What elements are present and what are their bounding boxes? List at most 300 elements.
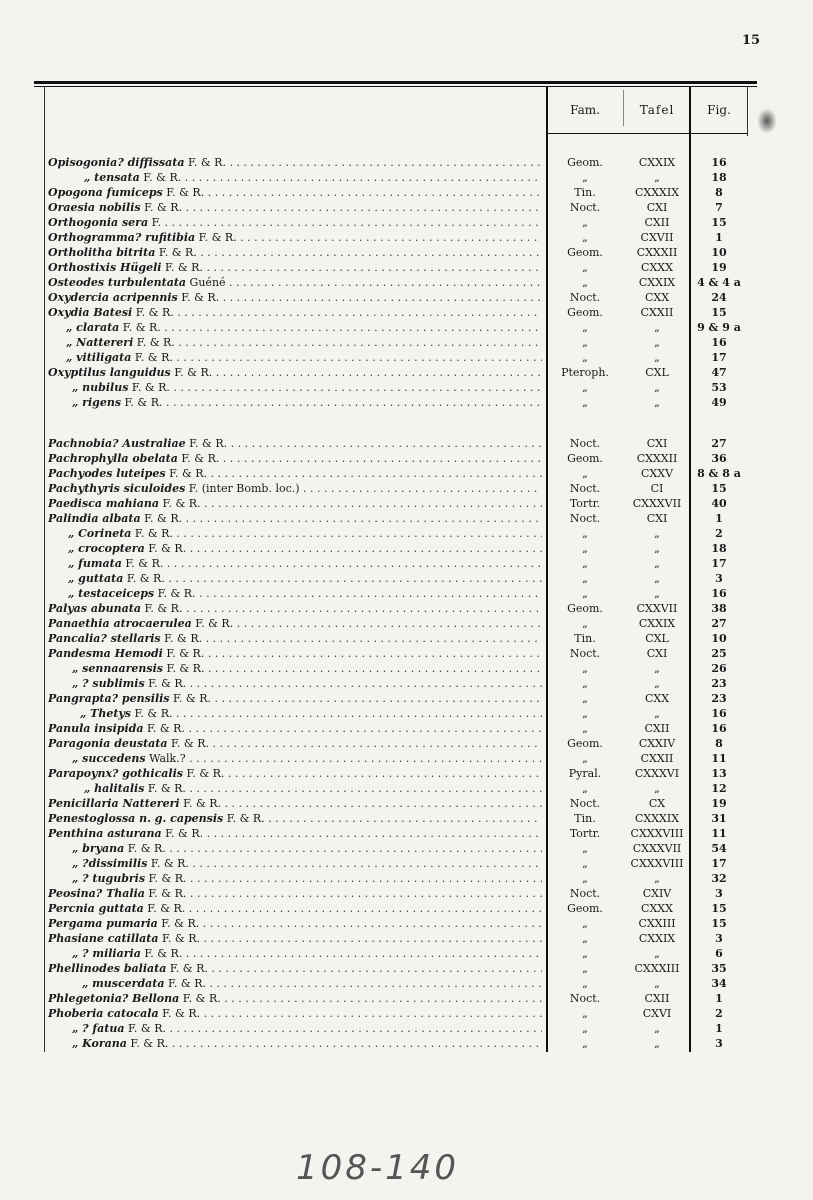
cell-fam: „ xyxy=(582,722,588,735)
author: F. & R. xyxy=(160,632,203,645)
cell-fam: „ xyxy=(582,617,588,630)
table-row xyxy=(44,260,748,275)
author: F. & R. xyxy=(155,246,197,259)
species: deustata xyxy=(110,737,168,750)
table-row xyxy=(44,556,748,571)
species: catillata xyxy=(103,932,159,945)
author: F. & R. xyxy=(131,351,173,364)
genus: Palindia xyxy=(48,512,99,525)
table-row xyxy=(44,706,748,721)
cell-fam: Geom. xyxy=(567,737,603,750)
cell-fam: „ xyxy=(582,321,588,334)
genus: Opisogonia? xyxy=(48,156,124,169)
species: ? fatua xyxy=(78,1022,125,1035)
cell-fig: 16 xyxy=(711,336,727,349)
author: F. & R. xyxy=(139,171,182,184)
genus: „ xyxy=(72,752,79,765)
cell-fam: „ xyxy=(582,572,588,585)
cell-fig: 18 xyxy=(711,542,727,555)
author: F. & R. xyxy=(131,707,173,720)
cell-tafel: „ xyxy=(654,1037,660,1050)
cell-fig: 49 xyxy=(711,396,727,409)
cell-fam: „ xyxy=(582,917,588,930)
cell-tafel: CXXVII xyxy=(636,602,678,615)
handwritten-note: 108-140 xyxy=(296,1148,460,1188)
cell-tafel: CXI xyxy=(646,512,668,525)
cell-fam: Tin. xyxy=(574,632,596,645)
cell-fam: „ xyxy=(582,381,588,394)
species-name xyxy=(48,916,542,931)
genus: „ xyxy=(72,842,79,855)
genus: Phasiane xyxy=(48,932,104,945)
table-row xyxy=(44,1021,748,1036)
species-name xyxy=(48,365,542,380)
species-name xyxy=(72,871,542,886)
cell-tafel: CXXII xyxy=(640,752,674,765)
genus: Pangrapta? xyxy=(48,692,119,705)
table-row xyxy=(44,245,748,260)
species-name xyxy=(72,1021,542,1036)
table-row xyxy=(44,661,748,676)
cell-tafel: „ xyxy=(654,572,660,585)
species: clarata xyxy=(72,321,120,334)
cell-fam: Noct. xyxy=(569,797,601,810)
table-row xyxy=(44,395,748,410)
cell-fig: 25 xyxy=(711,647,727,660)
cell-tafel: CXX xyxy=(644,692,670,705)
cell-fig: 15 xyxy=(711,482,727,495)
species: albata xyxy=(98,512,141,525)
cell-fig: 32 xyxy=(711,872,727,885)
genus: Percnia xyxy=(48,902,95,915)
author: F. & R. xyxy=(164,977,206,990)
cell-fam: „ xyxy=(582,707,588,720)
species: tensata xyxy=(90,171,140,184)
species: obelata xyxy=(128,452,178,465)
cell-fig: 9 & 9 a xyxy=(697,321,741,334)
author: F. & R. xyxy=(161,261,203,274)
cell-fam: „ xyxy=(582,1037,588,1050)
species: mahiana xyxy=(102,497,160,510)
cell-tafel: CXIV xyxy=(642,887,672,900)
genus: „ xyxy=(68,527,75,540)
cell-tafel: CXVII xyxy=(640,231,674,244)
species-name xyxy=(66,320,542,335)
author: F. & R. xyxy=(154,587,196,600)
species-name xyxy=(48,931,542,946)
species-name xyxy=(48,245,542,260)
smudge xyxy=(757,108,777,134)
table-row xyxy=(44,796,748,811)
cell-fam: „ xyxy=(582,947,588,960)
cell-fig: 17 xyxy=(711,351,727,364)
species: succedens xyxy=(78,752,146,765)
table-row xyxy=(44,526,748,541)
author: F. & R. xyxy=(166,962,208,975)
cell-tafel: „ xyxy=(654,872,660,885)
cell-fig: 16 xyxy=(711,707,727,720)
author: F. & R. xyxy=(177,291,220,304)
species-name xyxy=(48,511,542,526)
table-row xyxy=(44,751,748,766)
species-name xyxy=(48,961,542,976)
cell-fam: „ xyxy=(582,932,588,945)
author: Walk.? xyxy=(145,752,186,765)
cell-tafel: „ xyxy=(654,977,660,990)
author: F. & R. xyxy=(195,231,237,244)
species-name xyxy=(48,1006,542,1021)
cell-tafel: CXL xyxy=(645,632,669,645)
author: F. & R. xyxy=(191,617,234,630)
species-name xyxy=(48,766,542,781)
table-row xyxy=(44,380,748,395)
author: F. & R. xyxy=(162,662,205,675)
species: ?dissimilis xyxy=(78,857,148,870)
species-name xyxy=(48,616,542,631)
table-row xyxy=(44,335,748,350)
genus: „ xyxy=(68,587,75,600)
table-row xyxy=(44,541,748,556)
species-name xyxy=(48,796,542,811)
author: F. & R. xyxy=(121,557,164,570)
species: asturana xyxy=(103,827,162,840)
author: F. & R. xyxy=(179,797,222,810)
cell-fig: 11 xyxy=(711,752,727,765)
cell-tafel: CI xyxy=(650,482,664,495)
species: vitiligata xyxy=(72,351,132,364)
author: F. & R. xyxy=(170,366,213,379)
cell-fam: „ xyxy=(582,692,588,705)
species: bitrita xyxy=(112,246,156,259)
author: F. & R. xyxy=(124,842,166,855)
author: F. & R. xyxy=(158,1007,201,1020)
table-row xyxy=(44,841,748,856)
author: F. xyxy=(148,216,161,229)
cell-tafel: CXL xyxy=(645,366,669,379)
author: F. & R. xyxy=(119,321,161,334)
species-name xyxy=(84,781,542,796)
species: testaceiceps xyxy=(74,587,155,600)
cell-fam: „ xyxy=(582,171,588,184)
table-row xyxy=(44,871,748,886)
cell-fig: 8 xyxy=(715,186,723,199)
genus: „ xyxy=(72,947,79,960)
author: F. & R. xyxy=(144,887,187,900)
table-row xyxy=(44,350,748,365)
table-row xyxy=(44,931,748,946)
table-row xyxy=(44,571,748,586)
species-name xyxy=(72,1036,542,1051)
table-row xyxy=(44,436,748,451)
genus: „ xyxy=(68,572,75,585)
author: F. & R. xyxy=(144,782,186,795)
species: bryana xyxy=(78,842,125,855)
cell-fam: „ xyxy=(582,527,588,540)
species-name xyxy=(84,170,542,185)
species-name xyxy=(48,155,542,170)
cell-tafel: CXXIX xyxy=(638,617,676,630)
genus: Orthogramma? xyxy=(48,231,142,244)
cell-fam: „ xyxy=(582,351,588,364)
species-name xyxy=(72,856,542,871)
cell-tafel: CXXXVIII xyxy=(630,857,684,870)
cell-fig: 26 xyxy=(711,662,727,675)
author: F. & R. xyxy=(145,872,187,885)
cell-fig: 3 xyxy=(715,1037,723,1050)
cell-tafel: „ xyxy=(654,396,660,409)
genus: „ xyxy=(72,872,79,885)
cell-tafel: „ xyxy=(654,557,660,570)
species: diffissata xyxy=(123,156,185,169)
genus: Penestoglossa xyxy=(48,812,136,825)
cell-tafel: CXXIX xyxy=(638,932,676,945)
cell-fig: 6 xyxy=(715,947,723,960)
cell-fig: 23 xyxy=(711,692,727,705)
species: sera xyxy=(118,216,149,229)
cell-fam: Noct. xyxy=(569,647,601,660)
cell-fig: 27 xyxy=(711,617,727,630)
cell-fam: Noct. xyxy=(569,512,601,525)
author: F. & R. xyxy=(167,737,209,750)
cell-fam: „ xyxy=(582,231,588,244)
table-row xyxy=(44,1036,748,1051)
species: languidus xyxy=(105,366,171,379)
cell-fig: 15 xyxy=(711,917,727,930)
table-row xyxy=(44,466,748,481)
genus: Opogona xyxy=(48,186,103,199)
cell-fig: 15 xyxy=(711,902,727,915)
cell-fig: 10 xyxy=(711,632,727,645)
cell-fam: „ xyxy=(582,842,588,855)
species: stellaris xyxy=(106,632,161,645)
genus: „ xyxy=(72,677,79,690)
cell-fam: „ xyxy=(582,276,588,289)
species-name xyxy=(48,451,542,466)
cell-tafel: CXXXIX xyxy=(634,812,680,825)
cell-tafel: „ xyxy=(654,171,660,184)
species: ? miliaria xyxy=(78,947,141,960)
table-row xyxy=(44,811,748,826)
species-name xyxy=(72,946,542,961)
table-row xyxy=(44,691,748,706)
species: atrocaerulea xyxy=(109,617,192,630)
cell-fam: „ xyxy=(582,677,588,690)
table-row xyxy=(44,365,748,380)
author: F. & R. xyxy=(179,992,221,1005)
species-name xyxy=(72,395,542,410)
cell-fam: Geom. xyxy=(567,246,603,259)
author: F. & R. xyxy=(144,542,187,555)
species-name xyxy=(66,335,542,350)
author: F. & R. xyxy=(143,902,186,915)
species: n. g. capensis xyxy=(135,812,224,825)
genus: Ortholitha xyxy=(48,246,113,259)
cell-tafel: CXI xyxy=(646,201,668,214)
cell-fam: „ xyxy=(582,542,588,555)
author: F. & R. xyxy=(140,201,183,214)
species-name xyxy=(80,706,542,721)
genus: Oxydercia xyxy=(48,291,110,304)
page-number: 15 xyxy=(742,33,761,48)
table-row xyxy=(44,616,748,631)
cell-fig: 47 xyxy=(711,366,727,379)
author: Guéné xyxy=(186,276,226,289)
author: F. & R. xyxy=(121,396,163,409)
genus: „ xyxy=(72,662,79,675)
species: turbulentata xyxy=(104,276,187,289)
genus: Panula xyxy=(48,722,91,735)
species-name xyxy=(68,556,542,571)
cell-tafel: „ xyxy=(654,336,660,349)
table-row xyxy=(44,170,748,185)
species: Thetys xyxy=(86,707,132,720)
cell-tafel: CXXXVIII xyxy=(630,827,684,840)
genus: Osteodes xyxy=(48,276,105,289)
species: Hügeli xyxy=(116,261,162,274)
genus: Pachyodes xyxy=(48,467,113,480)
species: pensilis xyxy=(118,692,170,705)
cell-fam: „ xyxy=(582,1022,588,1035)
author: F. & R. xyxy=(223,812,265,825)
species: fumata xyxy=(74,557,122,570)
author: F. & R. xyxy=(140,947,183,960)
cell-fam: „ xyxy=(582,962,588,975)
species-name xyxy=(48,826,542,841)
author: F. & R. xyxy=(143,722,185,735)
genus: Paragonia xyxy=(48,737,111,750)
cell-fig: 1 xyxy=(715,992,723,1005)
species: siculoides xyxy=(119,482,186,495)
cell-tafel: CXXXVII xyxy=(632,497,682,510)
genus: Oxydia xyxy=(48,306,90,319)
cell-fig: 3 xyxy=(715,932,723,945)
species-name xyxy=(48,305,542,320)
cell-fam: Noct. xyxy=(569,992,601,1005)
species-name xyxy=(48,991,542,1006)
cell-fig: 1 xyxy=(715,231,723,244)
author: F. & R. xyxy=(144,677,187,690)
cell-tafel: CXXXII xyxy=(636,246,678,259)
cell-tafel: „ xyxy=(654,587,660,600)
species: ? sublimis xyxy=(78,677,145,690)
table-row xyxy=(44,451,748,466)
cell-fam: „ xyxy=(582,752,588,765)
table-row xyxy=(44,646,748,661)
table-row xyxy=(44,976,748,991)
cell-tafel: „ xyxy=(654,527,660,540)
cell-fig: 11 xyxy=(711,827,727,840)
species-name xyxy=(48,691,542,706)
cell-fig: 31 xyxy=(711,812,727,825)
cell-fig: 15 xyxy=(711,216,727,229)
cell-tafel: „ xyxy=(654,677,660,690)
cell-fam: Tin. xyxy=(574,186,596,199)
species: muscerdata xyxy=(88,977,165,990)
genus: „ xyxy=(68,557,75,570)
cell-fig: 12 xyxy=(711,782,727,795)
table-row xyxy=(44,185,748,200)
table-row xyxy=(44,305,748,320)
cell-fig: 38 xyxy=(711,602,727,615)
table-row xyxy=(44,200,748,215)
cell-fam: Tortr. xyxy=(569,827,601,840)
genus: Orthogonia xyxy=(48,216,119,229)
genus: Oraesia xyxy=(48,201,96,214)
cell-fam: Tin. xyxy=(574,812,596,825)
cell-fig: 36 xyxy=(711,452,727,465)
species-name xyxy=(68,571,542,586)
cell-fig: 35 xyxy=(711,962,727,975)
cell-tafel: CXXII xyxy=(640,306,674,319)
cell-fig: 10 xyxy=(711,246,727,259)
cell-tafel: CXI xyxy=(646,647,668,660)
genus: Pergama xyxy=(48,917,103,930)
table-row xyxy=(44,586,748,601)
cell-tafel: „ xyxy=(654,1022,660,1035)
species-name xyxy=(48,631,542,646)
genus: Pachnobia? xyxy=(48,437,119,450)
table-row xyxy=(44,496,748,511)
species: insipida xyxy=(90,722,144,735)
table-row xyxy=(44,961,748,976)
species-name xyxy=(48,185,542,200)
species: Batesi xyxy=(89,306,133,319)
author: F. & R. xyxy=(184,156,226,169)
cell-fig: 19 xyxy=(711,797,727,810)
cell-fam: Geom. xyxy=(567,602,603,615)
table-row xyxy=(44,511,748,526)
species: halitalis xyxy=(90,782,145,795)
cell-fam: „ xyxy=(582,557,588,570)
cell-fig: 19 xyxy=(711,261,727,274)
cell-fam: Noct. xyxy=(569,201,601,214)
species: guttata xyxy=(94,902,144,915)
cell-tafel: CXXXII xyxy=(636,452,678,465)
author: F. & R. xyxy=(162,647,205,660)
species-name xyxy=(48,496,542,511)
cell-tafel: CXVI xyxy=(642,1007,672,1020)
cell-fig: 3 xyxy=(715,572,723,585)
cell-fig: 23 xyxy=(711,677,727,690)
cell-fig: 16 xyxy=(711,156,727,169)
genus: Oxyptilus xyxy=(48,366,106,379)
genus: „ xyxy=(72,396,79,409)
table-row xyxy=(44,230,748,245)
cell-fam: „ xyxy=(582,336,588,349)
table-row xyxy=(44,601,748,616)
genus: „ xyxy=(80,707,87,720)
species: pumaria xyxy=(102,917,158,930)
author: F. & R. xyxy=(185,437,228,450)
table-row xyxy=(44,676,748,691)
species: Australiae xyxy=(118,437,186,450)
cell-tafel: „ xyxy=(654,782,660,795)
cell-fig: 3 xyxy=(715,887,723,900)
author: F. & R. xyxy=(147,857,189,870)
species: Hemodi xyxy=(110,647,163,660)
cell-fam: „ xyxy=(582,662,588,675)
cell-fam: Noct. xyxy=(569,482,601,495)
author: F. & R. xyxy=(133,336,175,349)
author: F. & R. xyxy=(131,527,173,540)
species-name xyxy=(48,275,542,290)
species-name xyxy=(48,736,542,751)
species-name xyxy=(72,676,542,691)
cell-fam: Noct. xyxy=(569,437,601,450)
cell-tafel: „ xyxy=(654,381,660,394)
species-name xyxy=(48,436,542,451)
cell-fam: „ xyxy=(582,396,588,409)
